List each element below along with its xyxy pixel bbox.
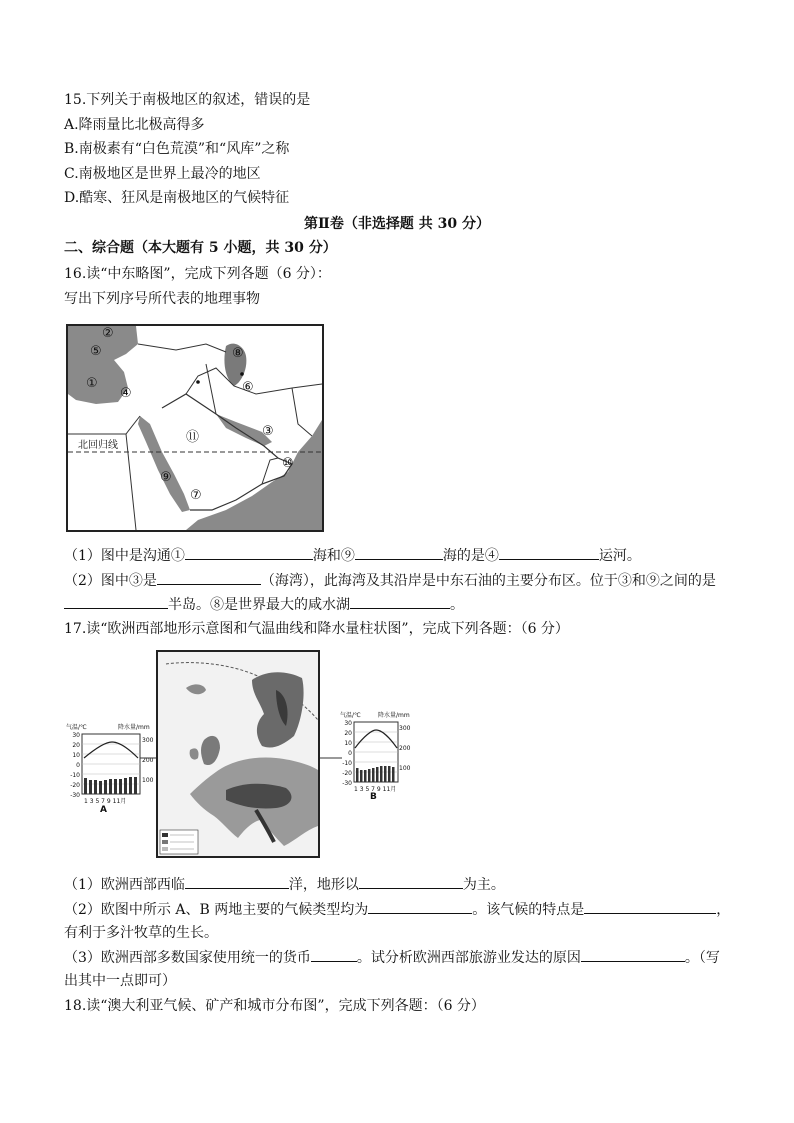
q16-blank-5[interactable] <box>64 594 168 609</box>
chart-b-ytick-right: 200 <box>399 745 411 752</box>
q15-option-d: D.酷寒、狂风是南极地区的气候特征 <box>64 190 290 206</box>
map-marker-9: ⑨ <box>160 470 172 485</box>
chart-b-ytick: 20 <box>344 730 352 737</box>
q16-blank-6[interactable] <box>350 594 450 609</box>
q16-part2-cont <box>64 594 464 615</box>
q16-stem: 16.读“中东略图”，完成下列各题（6 分）： <box>64 266 331 282</box>
q16-part2-text-a: （2）图中③是 <box>64 573 157 589</box>
map-marker-10: ⑩ <box>282 456 294 471</box>
q16-blank-3[interactable] <box>499 545 599 560</box>
map-marker-8: ⑧ <box>232 346 244 361</box>
q17-part1 <box>64 874 505 895</box>
chart-a-ytick: -30 <box>70 792 80 799</box>
q15-stem: 15.下列关于南极地区的叙述，错误的是 <box>64 92 311 108</box>
chart-a-ytick: 0 <box>76 762 80 769</box>
chart-a-ytick-right: 100 <box>142 777 154 784</box>
chart-a-ytick: 10 <box>72 752 80 759</box>
q17-part3-cont: 出其中一点即可） <box>64 973 176 989</box>
q18-stem: 18.读“澳大利亚气候、矿产和城市分布图”，完成下列各题：（6 分） <box>64 998 485 1014</box>
q17-part3-text-a: （3）欧洲西部多数国家使用统一的货币 <box>64 950 311 966</box>
chart-b-ytick: -20 <box>342 770 352 777</box>
q16-part2b-text-a: 半岛。⑧是世界最大的咸水湖 <box>168 597 350 613</box>
map-marker-3: ③ <box>262 424 274 439</box>
q16-part1-text-c: 海的是④ <box>442 548 499 564</box>
q17-part3-text-b: 。试分析欧洲西部旅游业发达的原因 <box>356 950 581 966</box>
q16-part2 <box>64 570 716 591</box>
q16-part1 <box>64 545 641 566</box>
q16-part1-text-b: 海和⑨ <box>312 548 355 564</box>
section2-title: 第Ⅱ卷（非选择题 共 30 分） <box>304 216 490 232</box>
q17-part2-text-a: （2）欧图中所示 A、B 两地主要的气候类型均为 <box>64 902 369 918</box>
q16-blank-1[interactable] <box>185 545 313 560</box>
q17-blank-4[interactable] <box>584 899 716 914</box>
q16-part2-text-b: （海湾），此海湾及其沿岸是中东石油的主要分布区。位于③和⑨之间的是 <box>260 573 716 589</box>
map-marker-7: ⑦ <box>190 488 202 503</box>
chart-b-ytick: -10 <box>342 760 352 767</box>
chart-a-ytick-right: 200 <box>142 757 154 764</box>
chart-a-left-ticks <box>68 731 80 801</box>
q17-blank-2[interactable] <box>359 874 463 889</box>
chart-b-ytick: 0 <box>348 750 352 757</box>
chart-a-right-axis-title: 降水量/mm <box>118 724 150 731</box>
q17-blank-6[interactable] <box>581 947 685 962</box>
tropic-of-cancer-label: 北回归线 <box>78 436 118 451</box>
chart-a-months: 1 3 5 7 9 11月 <box>84 798 127 805</box>
chart-a-label: A <box>100 805 107 815</box>
chart-b-ytick-right: 100 <box>399 765 411 772</box>
arrow-map-to-b <box>320 755 342 761</box>
map-marker-1: ① <box>86 376 98 391</box>
map-marker-4: ④ <box>120 386 132 401</box>
climate-chart-a <box>66 722 158 822</box>
western-europe-map <box>156 650 320 858</box>
q17-part1-text-a: （1）欧洲西部西临 <box>64 877 185 893</box>
chart-b-ytick: -30 <box>342 780 352 787</box>
chart-a-ytick: -20 <box>70 782 80 789</box>
q17-part2-text-b: 。该气候的特点是 <box>472 902 585 918</box>
q17-part1-text-b: 洋，地形以 <box>288 877 359 893</box>
q16-part1-text-d: 运河。 <box>598 548 641 564</box>
chart-b-right-ticks <box>399 719 410 779</box>
chart-a-ytick: 30 <box>72 732 80 739</box>
q17-part1-text-c: 为主。 <box>462 877 505 893</box>
chart-b-ytick-right: 300 <box>399 725 411 732</box>
chart-a-right-ticks <box>142 731 153 791</box>
climate-chart-b <box>340 708 412 808</box>
q17-part2-text-c: ， <box>716 902 731 918</box>
chart-b-label: B <box>370 792 377 802</box>
q17-part2 <box>64 899 730 920</box>
chart-b-left-axis-title: 气温/℃ <box>340 712 361 719</box>
q17-blank-1[interactable] <box>185 874 289 889</box>
chart-b-right-axis-title: 降水量/mm <box>378 712 410 719</box>
middle-east-map <box>66 324 324 532</box>
chart-a-ytick: -10 <box>70 772 80 779</box>
chart-a-ytick: 20 <box>72 742 80 749</box>
q16-part1-text-a: （1）图中是沟通① <box>64 548 185 564</box>
q17-part3 <box>64 947 720 968</box>
chart-b-ytick: 30 <box>344 720 352 727</box>
q17-blank-5[interactable] <box>311 947 357 962</box>
map-marker-5: ⑤ <box>90 344 102 359</box>
chart-a-left-axis-title: 气温/℃ <box>66 724 87 731</box>
q16-blank-4[interactable] <box>157 570 261 585</box>
section2-heading: 二、综合题（本大题有 5 小题，共 30 分） <box>64 240 337 256</box>
q17-blank-3[interactable] <box>368 899 472 914</box>
q17-part3-text-c: 。（写 <box>684 950 720 966</box>
chart-b-left-ticks <box>340 719 352 789</box>
chart-b-ytick: 10 <box>344 740 352 747</box>
q15-option-c: C.南极地区是世界上最冷的地区 <box>64 166 261 182</box>
q16-instruction: 写出下列序号所代表的地理事物 <box>64 291 260 307</box>
map-marker-11: ⑪ <box>186 430 200 445</box>
chart-b-months: 1 3 5 7 9 11月 <box>354 786 397 793</box>
q17-stem: 17.读“欧洲西部地形示意图和气温曲线和降水量柱状图”，完成下列各题：（6 分） <box>64 621 569 637</box>
q16-blank-2[interactable] <box>355 545 443 560</box>
q16-part2b-text-b: 。 <box>450 597 464 613</box>
map-marker-2: ② <box>102 326 114 341</box>
q15-option-a: A.降雨量比北极高得多 <box>64 117 205 133</box>
map-marker-6: ⑥ <box>242 380 254 395</box>
chart-a-ytick-right: 300 <box>142 737 154 744</box>
q15-option-b: B.南极素有“白色荒漠”和“风库”之称 <box>64 141 290 157</box>
q17-part2-cont: 有利于多汁牧草的生长。 <box>64 925 218 941</box>
